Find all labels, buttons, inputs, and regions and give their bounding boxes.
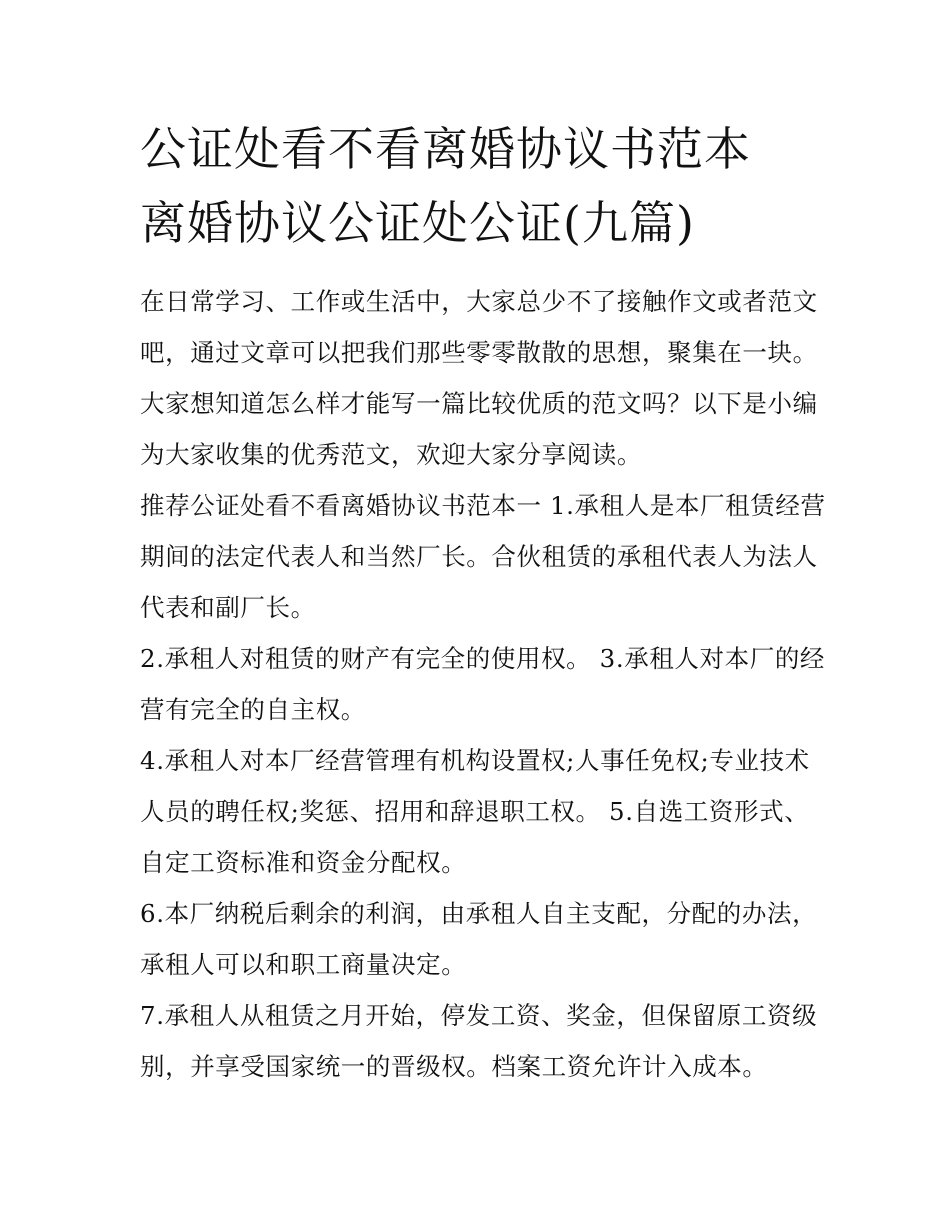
text-line: 7.承租人从租赁之月开始，停发工资、奖金，但保留原工资级 [140, 1001, 818, 1030]
text-line: 2.承租人对租赁的财产有完全的使用权。 3.承租人对本厂的经 [140, 644, 826, 673]
paragraph-items-2-3 [140, 633, 826, 735]
text-line: 6.本厂纳税后剩余的利润，由承租人自主支配，分配的办法， [140, 899, 818, 928]
document-body [140, 276, 826, 1092]
title-line: 离婚协议公证处公证(九篇) [140, 196, 695, 250]
paragraph-item-7 [140, 990, 820, 1092]
text-line: 别，并享受国家统一的晋级权。档案工资允许计入成本。 [140, 1052, 768, 1081]
text-line: 为大家收集的优秀范文，欢迎大家分享阅读。 [140, 440, 642, 469]
intro-paragraph [140, 276, 820, 480]
text-line: 推荐公证处看不看离婚协议书范本一 1.承租人是本厂租赁经营 [140, 491, 826, 520]
text-line: 代表和副厂长。 [140, 593, 316, 622]
text-line: 承租人可以和职工商量决定。 [140, 950, 467, 979]
text-line: 人员的聘任权;奖惩、招用和辞退职工权。 5.自选工资形式、 [140, 797, 810, 826]
document-title [140, 112, 820, 260]
paragraph-item-1 [140, 480, 826, 633]
paragraph-item-6 [140, 888, 820, 990]
title-line: 公证处看不看离婚协议书范本 [140, 122, 751, 176]
text-line: 吧，通过文章可以把我们那些零零散散的思想，聚集在一块。 [140, 338, 818, 367]
text-line: 大家想知道怎么样才能写一篇比较优质的范文吗？以下是小编 [140, 389, 818, 418]
text-line: 在日常学习、工作或生活中，大家总少不了接触作文或者范文 [140, 287, 818, 316]
text-line: 自定工资标准和资金分配权。 [140, 848, 467, 877]
paragraph-items-4-5 [140, 735, 820, 888]
text-line: 期间的法定代表人和当然厂长。合伙租赁的承租代表人为法人 [140, 542, 818, 571]
text-line: 4.承租人对本厂经营管理有机构设置权;人事任免权;专业技术 [140, 746, 810, 775]
text-line: 营有完全的自主权。 [140, 695, 366, 724]
